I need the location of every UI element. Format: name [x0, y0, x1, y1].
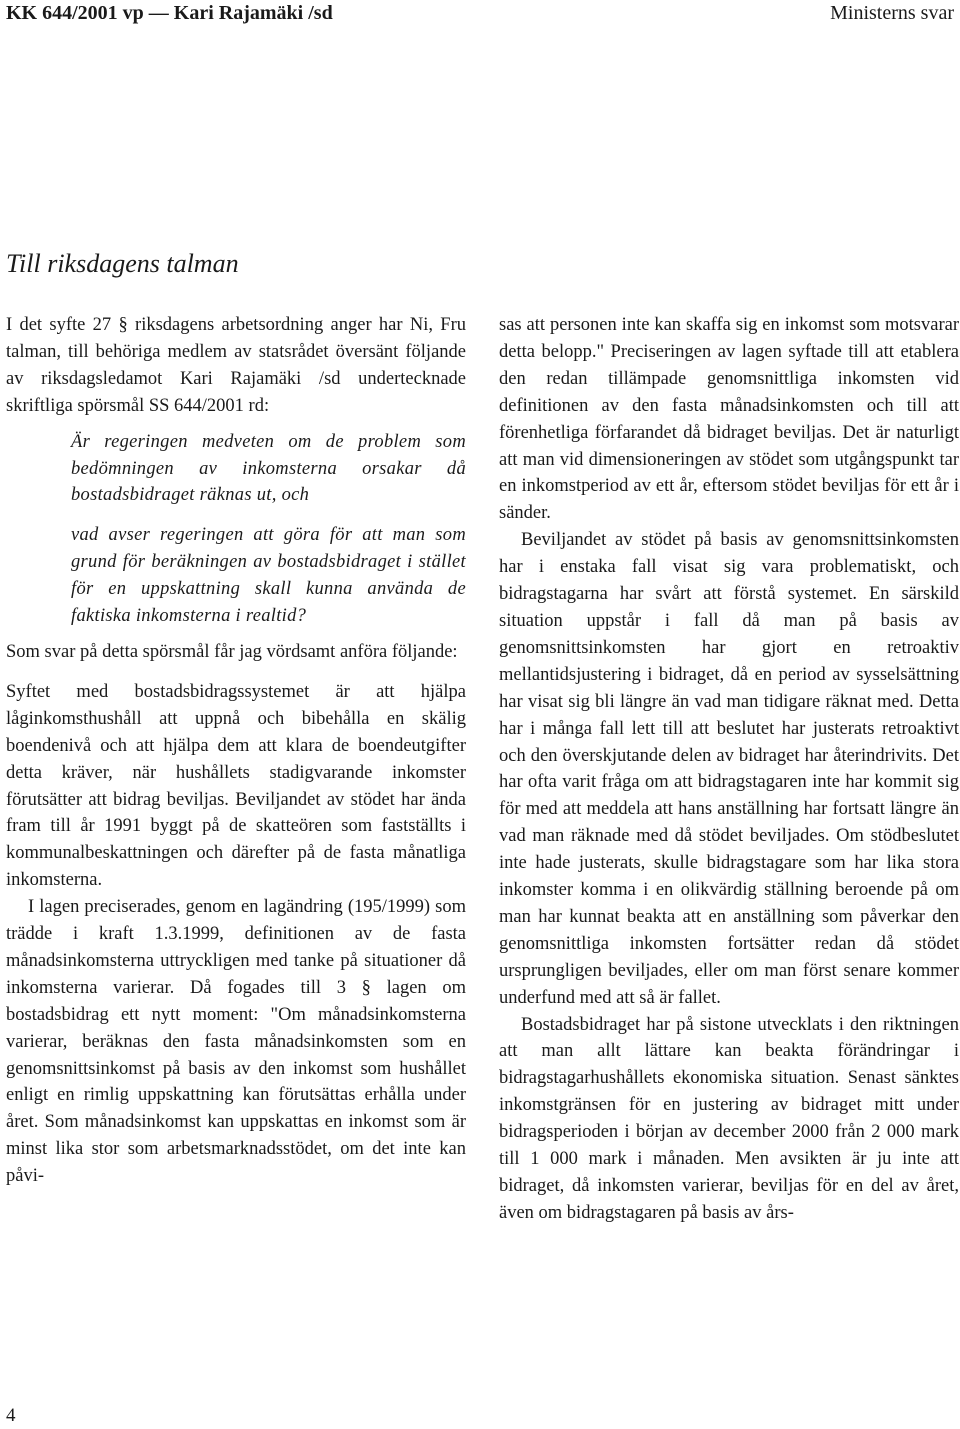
page-number: 4 — [6, 1405, 16, 1426]
question-text-2: vad avser regeringen att göra för att man som grund för beräkningen av bostadsbidraget i stället för en uppskattning skall kunna använda de faktiska inkomsterna i realtid? — [71, 525, 466, 627]
document-reference: KK 644/2001 vp — Kari Rajamäki /sd — [6, 2, 333, 24]
answer-paragraph-5: Bostadsbidraget har på sistone utvecklats i den riktningen att man allt lättare kan beakta förändringar i bidragstagarhushållets ekonomiska situation. Senast sänktes inkomstgränsen för en justering av bidraget mitt under bidragsperioden i början av december 2000 från 2 000 mark till 1 000 mark i månaden. Men avsikten är ju inte att bidraget, då inkomsten varierar, beviljas för en del av året, även om bidragstagaren på basis av års- — [499, 1014, 959, 1223]
section-label: Ministerns svar — [830, 2, 954, 24]
intro-paragraph: I det syfte 27 § riksdagens arbetsordning anger har Ni, Fru talman, till behöriga medlem av statsrådet översänt följande av riksdagsledamot Kari Rajamäki /sd undertecknade skriftliga spörsmål SS 644/2001 rd: — [6, 315, 466, 416]
page-title: Till riksdagens talman — [6, 249, 239, 278]
answer-intro: Som svar på detta spörsmål får jag vördsamt anföra följande: — [6, 641, 458, 662]
answer-paragraph-4: Beviljandet av stödet på basis av genomsnittsinkomsten har i enstaka fall visat sig vara problematiskt, och bidragstagarna har svårt att förstå systemet. En särskild situation uppstår i fall då man på basis av genomsnittsinkomsten har gjort en retroaktiv mellantidsjustering i bidraget, då en period av sysselsättning har visat sig bli längre än vad man tidigare räknat med. Detta har i många fall lett till att beslutet har justerats retroaktivt och den överskjutande delen av bidraget har återindrivits. Det har ofta varit fråga om att bidragstagaren inte har kommit sig för med att meddela att hans anställning har fortsatt längre än vad man räknade med då stödet beviljades. Om stödbeslutet inte hade justerats, skulle bidragstagare som har lika stora inkomster komma i en olikvärdig ställning beroende på om man har kunnat beakta att en anställning som påverkar den genomsnittliga inkomsten fortsätter redan då stödet ursprungligen beviljades, eller om man först senare kommer underfund med att så är fallet. — [499, 530, 959, 1008]
answer-paragraph-1: Syftet med bostadsbidragssystemet är att hjälpa låginkomsthushåll att uppnå och bibehålla en skälig boendenivå och att hjälpa dem att klara de boendeutgifter detta kräver, när hushållets stadigvarande inkomster förutsätter att bidrag beviljas. Beviljandet av stödet har ända fram till år 1991 byggt på de skatteören som fastställts i kommunalbeskattningen och därefter på de fasta månatliga inkomsterna. — [6, 681, 466, 891]
question-text-1: Är regeringen medveten om de problem som bedömningen av inkomsterna orsakar då bostadsbidraget räknas ut, och — [71, 431, 466, 506]
left-column — [6, 312, 466, 1190]
answer-paragraph-3: sas att personen inte kan skaffa sig en inkomst som motsvarar detta belopp." Preciseringen av lagen syftade till att etablera den redan tillämpade genomsnittliga inkomsten vid definitionen av den fasta månadsinkomsten och till att förenhetliga förfarandet då bidraget beviljas. Det är naturligt att man vid dimensioneringen av stödet som utgångspunkt tar en inkomstperiod av ett år, eftersom stödet beviljas för ett år i sänder. — [499, 315, 959, 524]
right-column — [499, 312, 959, 1227]
answer-paragraph-2: I lagen preciserades, genom en lagändring (195/1999) som trädde i kraft 1.3.1999, definitionen av de fasta månadsinkomsterna uttryckligen med tanke på situationer då inkomsterna varierar. Då fogades till 3 § lagen om bostadsbidrag ett nytt moment: "Om månadsinkomsterna varierar, beräknas den fasta månadsinkomsten som en genomsnittsinkomst på basis av den inkomst som hushållet enligt en rimlig uppskattning kan förutsättas erhålla under året. Som månadsinkomst kan uppskattas en inkomst som är minst lika stor som arbetsmarknadsstödet, om det inte kan påvi- — [6, 897, 466, 1187]
